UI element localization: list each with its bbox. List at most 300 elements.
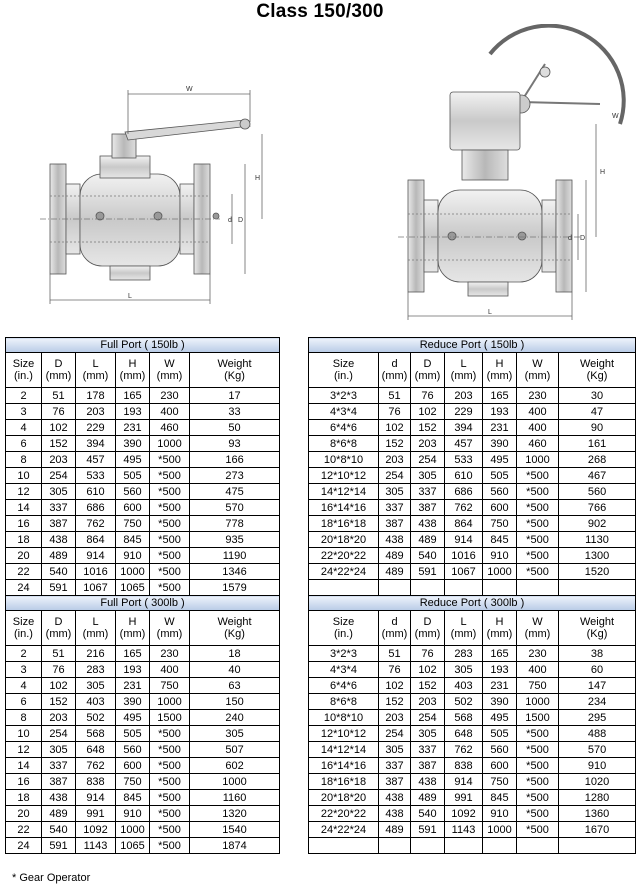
cell-dd: 152	[379, 694, 411, 710]
cell-size: 16	[6, 774, 42, 790]
cell-h: 750	[116, 774, 150, 790]
cell-weight: 240	[190, 710, 280, 726]
cell-size: 22	[6, 822, 42, 838]
header-h: H (mm)	[116, 353, 150, 388]
table-row	[6, 468, 280, 484]
cell-size: 22*20*22	[309, 806, 379, 822]
reduce-port-150-caption: Reduce Port ( 150lb )	[309, 338, 636, 353]
header-size: Size (in.)	[6, 353, 42, 388]
cell-w: 460	[517, 436, 559, 452]
cell-l: 1143	[76, 838, 116, 854]
cell-l: 914	[445, 774, 483, 790]
table-row	[309, 774, 636, 790]
table-row	[309, 662, 636, 678]
table-row	[309, 452, 636, 468]
header-dd: d (mm)	[379, 353, 411, 388]
cell-l: 1016	[76, 564, 116, 580]
page-title: Class 150/300	[256, 1, 384, 22]
cell-d: 305	[42, 742, 76, 758]
cell-size: 12	[6, 742, 42, 758]
cell-d: 102	[411, 404, 445, 420]
cell-dd: 102	[379, 678, 411, 694]
cell-d: 305	[42, 484, 76, 500]
right-dim-l-label: L	[488, 309, 492, 316]
cell-weight: 33	[190, 404, 280, 420]
cell-d: 305	[411, 726, 445, 742]
cell-h: 910	[483, 806, 517, 822]
cell-l: 305	[76, 678, 116, 694]
header-l: L (mm)	[445, 611, 483, 646]
cell-dd: 387	[379, 774, 411, 790]
cell-empty	[379, 838, 411, 854]
cell-w: 1500	[150, 710, 190, 726]
cell-h: 505	[483, 468, 517, 484]
cell-w: 230	[150, 388, 190, 404]
table-row	[6, 452, 280, 468]
cell-dd: 438	[379, 790, 411, 806]
cell-size: 3*2*3	[309, 388, 379, 404]
cell-empty	[559, 580, 636, 596]
table-row	[309, 516, 636, 532]
cell-weight: 1020	[559, 774, 636, 790]
header-l: L (mm)	[445, 353, 483, 388]
cell-w: *500	[517, 758, 559, 774]
cell-w: *500	[150, 580, 190, 596]
table-row	[6, 404, 280, 420]
cell-d: 540	[42, 822, 76, 838]
table-row	[6, 532, 280, 548]
cell-w: *500	[150, 452, 190, 468]
cell-dd: 76	[379, 404, 411, 420]
cell-h: 560	[116, 742, 150, 758]
cell-d: 152	[411, 678, 445, 694]
cell-dd: 387	[379, 516, 411, 532]
cell-w: 400	[517, 404, 559, 420]
cell-l: 533	[445, 452, 483, 468]
header-w: W (mm)	[517, 353, 559, 388]
cell-h: 165	[116, 388, 150, 404]
cell-d: 76	[411, 388, 445, 404]
cell-d: 387	[42, 516, 76, 532]
cell-weight: 1000	[190, 774, 280, 790]
cell-h: 600	[116, 758, 150, 774]
cell-h: 750	[483, 774, 517, 790]
header-d: D (mm)	[411, 353, 445, 388]
header-d: D (mm)	[42, 353, 76, 388]
cell-d: 76	[411, 646, 445, 662]
cell-h: 1000	[483, 564, 517, 580]
cell-d: 203	[411, 436, 445, 452]
cell-weight: 30	[559, 388, 636, 404]
cell-weight: 90	[559, 420, 636, 436]
cell-w: 750	[150, 678, 190, 694]
cell-d: 540	[42, 564, 76, 580]
cell-d: 152	[411, 420, 445, 436]
cell-w: *500	[150, 726, 190, 742]
cell-size: 12*10*12	[309, 468, 379, 484]
cell-h: 560	[483, 742, 517, 758]
cell-empty	[559, 838, 636, 854]
cell-h: 845	[116, 532, 150, 548]
cell-h: 1000	[483, 822, 517, 838]
cell-size: 4*3*4	[309, 662, 379, 678]
cell-weight: 63	[190, 678, 280, 694]
cell-w: *500	[150, 822, 190, 838]
cell-d: 591	[411, 564, 445, 580]
cell-size: 20	[6, 548, 42, 564]
table-row	[309, 790, 636, 806]
cell-weight: 40	[190, 662, 280, 678]
header-weight: Weight (Kg)	[559, 353, 636, 388]
full-port-150-caption: Full Port ( 150lb )	[6, 338, 280, 353]
cell-size: 4	[6, 420, 42, 436]
table-row	[309, 758, 636, 774]
table-row	[6, 694, 280, 710]
cell-d: 203	[42, 452, 76, 468]
cell-d: 254	[42, 468, 76, 484]
cell-size: 22*20*22	[309, 548, 379, 564]
header-l: L (mm)	[76, 611, 116, 646]
cell-d: 489	[411, 532, 445, 548]
cell-d: 337	[411, 484, 445, 500]
cell-l: 914	[76, 548, 116, 564]
left-dim-d-label: d	[228, 217, 232, 224]
cell-l: 178	[76, 388, 116, 404]
cell-w: *500	[150, 806, 190, 822]
table-row	[309, 500, 636, 516]
table-row	[6, 822, 280, 838]
header-weight: Weight (Kg)	[190, 353, 280, 388]
table-row	[309, 726, 636, 742]
cell-weight: 467	[559, 468, 636, 484]
cell-h: 600	[116, 500, 150, 516]
cell-h: 390	[116, 694, 150, 710]
cell-l: 502	[445, 694, 483, 710]
table-row	[6, 806, 280, 822]
cell-dd: 438	[379, 532, 411, 548]
cell-weight: 268	[559, 452, 636, 468]
cell-size: 16	[6, 516, 42, 532]
table-row	[6, 500, 280, 516]
table-row	[309, 420, 636, 436]
cell-size: 12*10*12	[309, 726, 379, 742]
cell-l: 914	[76, 790, 116, 806]
cell-size: 14	[6, 500, 42, 516]
cell-weight: 18	[190, 646, 280, 662]
cell-w: *500	[517, 806, 559, 822]
table-row	[6, 420, 280, 436]
cell-h: 193	[483, 662, 517, 678]
cell-dd: 203	[379, 452, 411, 468]
cell-weight: 47	[559, 404, 636, 420]
cell-h: 845	[483, 790, 517, 806]
cell-l: 648	[445, 726, 483, 742]
cell-w: *500	[517, 726, 559, 742]
cell-h: 390	[116, 436, 150, 452]
cell-weight: 60	[559, 662, 636, 678]
table-row	[6, 662, 280, 678]
cell-weight: 1280	[559, 790, 636, 806]
cell-size: 6	[6, 436, 42, 452]
cell-d: 337	[411, 742, 445, 758]
cell-w: 230	[517, 388, 559, 404]
table-row	[6, 564, 280, 580]
cell-size: 24	[6, 838, 42, 854]
cell-l: 762	[445, 500, 483, 516]
cell-h: 845	[116, 790, 150, 806]
cell-d: 489	[411, 790, 445, 806]
cell-weight: 1540	[190, 822, 280, 838]
cell-h: 165	[483, 388, 517, 404]
cell-d: 540	[411, 806, 445, 822]
header-l: L (mm)	[76, 353, 116, 388]
cell-empty	[309, 838, 379, 854]
cell-l: 568	[76, 726, 116, 742]
cell-size: 4*3*4	[309, 404, 379, 420]
cell-h: 193	[116, 662, 150, 678]
header-size: Size (in.)	[309, 611, 379, 646]
cell-d: 51	[42, 646, 76, 662]
cell-w: *500	[150, 790, 190, 806]
cell-h: 560	[116, 484, 150, 500]
cell-d: 591	[42, 838, 76, 854]
cell-weight: 1360	[559, 806, 636, 822]
reduce-port-150-section	[309, 338, 636, 596]
cell-l: 502	[76, 710, 116, 726]
cell-h: 165	[483, 646, 517, 662]
cell-w: *500	[150, 838, 190, 854]
cell-w: *500	[517, 484, 559, 500]
cell-d: 489	[42, 806, 76, 822]
cell-w: *500	[517, 774, 559, 790]
left-dim-h-label: H	[255, 175, 261, 182]
cell-weight: 560	[559, 484, 636, 500]
cell-size: 24*22*24	[309, 564, 379, 580]
header-dd: d (mm)	[379, 611, 411, 646]
cell-weight: 1874	[190, 838, 280, 854]
cell-d: 254	[42, 726, 76, 742]
cell-size: 24	[6, 580, 42, 596]
cell-w: *500	[150, 532, 190, 548]
gearbox-shape	[450, 92, 520, 150]
cell-d: 387	[411, 500, 445, 516]
cell-l: 864	[445, 516, 483, 532]
cell-w: *500	[150, 516, 190, 532]
cell-dd: 254	[379, 726, 411, 742]
cell-d: 76	[42, 662, 76, 678]
cell-empty	[517, 580, 559, 596]
cell-dd: 305	[379, 742, 411, 758]
cell-w: *500	[517, 742, 559, 758]
cell-dd: 489	[379, 548, 411, 564]
cell-weight: 902	[559, 516, 636, 532]
cell-size: 20*18*20	[309, 790, 379, 806]
cell-h: 845	[483, 532, 517, 548]
cell-l: 457	[445, 436, 483, 452]
cell-dd: 203	[379, 710, 411, 726]
cell-dd: 152	[379, 436, 411, 452]
cell-dd: 337	[379, 758, 411, 774]
table-row	[309, 404, 636, 420]
cell-weight: 602	[190, 758, 280, 774]
cell-l: 686	[445, 484, 483, 500]
cell-size: 10*8*10	[309, 452, 379, 468]
cell-h: 505	[116, 468, 150, 484]
cell-l: 1016	[445, 548, 483, 564]
header-h: H (mm)	[483, 353, 517, 388]
cell-l: 533	[76, 468, 116, 484]
header-size: Size (in.)	[6, 611, 42, 646]
cell-size: 16*14*16	[309, 500, 379, 516]
table-row	[6, 548, 280, 564]
cell-d: 76	[42, 404, 76, 420]
cell-size: 2	[6, 388, 42, 404]
cell-size: 12	[6, 484, 42, 500]
right-dim-h-label: H	[600, 169, 606, 176]
cell-weight: 766	[559, 500, 636, 516]
cell-w: 230	[150, 646, 190, 662]
header-w: W (mm)	[150, 353, 190, 388]
table-row-empty	[309, 838, 636, 854]
cell-weight: 17	[190, 388, 280, 404]
cell-w: *500	[517, 548, 559, 564]
table-row	[6, 436, 280, 452]
cell-d: 591	[411, 822, 445, 838]
cell-weight: 910	[559, 758, 636, 774]
cell-d: 102	[42, 678, 76, 694]
cell-l: 762	[76, 516, 116, 532]
table-row	[309, 436, 636, 452]
cell-weight: 1320	[190, 806, 280, 822]
cell-d: 438	[411, 516, 445, 532]
cell-weight: 305	[190, 726, 280, 742]
cell-d: 203	[42, 710, 76, 726]
table-row	[6, 516, 280, 532]
table-row	[309, 468, 636, 484]
cell-weight: 161	[559, 436, 636, 452]
table-row	[309, 646, 636, 662]
cell-h: 750	[483, 516, 517, 532]
cell-l: 403	[76, 694, 116, 710]
cell-w: 1000	[150, 694, 190, 710]
cell-dd: 254	[379, 468, 411, 484]
cell-w: *500	[517, 564, 559, 580]
cell-h: 165	[116, 646, 150, 662]
table-row	[6, 484, 280, 500]
cell-h: 1000	[116, 822, 150, 838]
cell-l: 610	[76, 484, 116, 500]
cell-w: 400	[517, 662, 559, 678]
header-weight: Weight (Kg)	[190, 611, 280, 646]
cell-size: 10	[6, 468, 42, 484]
table-row	[6, 580, 280, 596]
header-d: D (mm)	[42, 611, 76, 646]
table-row	[309, 532, 636, 548]
cell-weight: 147	[559, 678, 636, 694]
right-dim-w-label: W	[612, 113, 619, 120]
full-port-table	[5, 337, 280, 854]
cell-w: 750	[517, 678, 559, 694]
table-row	[6, 790, 280, 806]
cell-d: 152	[42, 436, 76, 452]
cell-w: *500	[150, 500, 190, 516]
cell-h: 231	[483, 420, 517, 436]
cell-size: 10	[6, 726, 42, 742]
valve-drawings	[0, 24, 640, 334]
cell-size: 14*12*14	[309, 484, 379, 500]
cell-weight: 50	[190, 420, 280, 436]
cell-w: *500	[517, 822, 559, 838]
cell-weight: 570	[559, 742, 636, 758]
table-row	[6, 726, 280, 742]
cell-w: 400	[517, 420, 559, 436]
table-row	[309, 548, 636, 564]
cell-weight: 38	[559, 646, 636, 662]
cell-d: 387	[411, 758, 445, 774]
cell-h: 390	[483, 694, 517, 710]
cell-h: 750	[116, 516, 150, 532]
cell-size: 18*16*18	[309, 774, 379, 790]
cell-dd: 305	[379, 484, 411, 500]
cell-size: 6*4*6	[309, 420, 379, 436]
cell-h: 910	[483, 548, 517, 564]
header-w: W (mm)	[517, 611, 559, 646]
cell-h: 910	[116, 806, 150, 822]
table-row	[309, 806, 636, 822]
cell-d: 387	[42, 774, 76, 790]
cell-size: 6*4*6	[309, 678, 379, 694]
cell-size: 8*6*8	[309, 694, 379, 710]
table-row	[309, 484, 636, 500]
full-port-300-section	[6, 596, 280, 854]
header-size: Size (in.)	[309, 353, 379, 388]
header-weight: Weight (Kg)	[559, 611, 636, 646]
cell-w: *500	[150, 564, 190, 580]
reduce-port-300-caption: Reduce Port ( 300lb )	[309, 596, 636, 611]
cell-weight: 93	[190, 436, 280, 452]
cell-size: 22	[6, 564, 42, 580]
cell-weight: 1670	[559, 822, 636, 838]
cell-weight: 778	[190, 516, 280, 532]
cell-weight: 1160	[190, 790, 280, 806]
cell-l: 394	[445, 420, 483, 436]
cell-d: 102	[42, 420, 76, 436]
cell-weight: 507	[190, 742, 280, 758]
cell-l: 1143	[445, 822, 483, 838]
cell-l: 864	[76, 532, 116, 548]
cell-h: 1065	[116, 580, 150, 596]
cell-l: 1092	[76, 822, 116, 838]
full-port-300-caption: Full Port ( 300lb )	[6, 596, 280, 611]
cell-d: 337	[42, 758, 76, 774]
lever-valve-drawing	[40, 90, 262, 304]
cell-weight: 1346	[190, 564, 280, 580]
cell-w: 1000	[517, 694, 559, 710]
cell-dd: 337	[379, 500, 411, 516]
footnote: * Gear Operator	[12, 872, 91, 884]
cell-w: *500	[150, 468, 190, 484]
left-dim-l-label: L	[128, 293, 132, 300]
cell-empty	[411, 580, 445, 596]
cell-weight: 475	[190, 484, 280, 500]
cell-size: 18	[6, 790, 42, 806]
gear-valve-drawing	[398, 26, 624, 320]
cell-d: 438	[42, 790, 76, 806]
table-row	[6, 388, 280, 404]
cell-d: 51	[42, 388, 76, 404]
cell-w: 1500	[517, 710, 559, 726]
cell-dd: 489	[379, 822, 411, 838]
